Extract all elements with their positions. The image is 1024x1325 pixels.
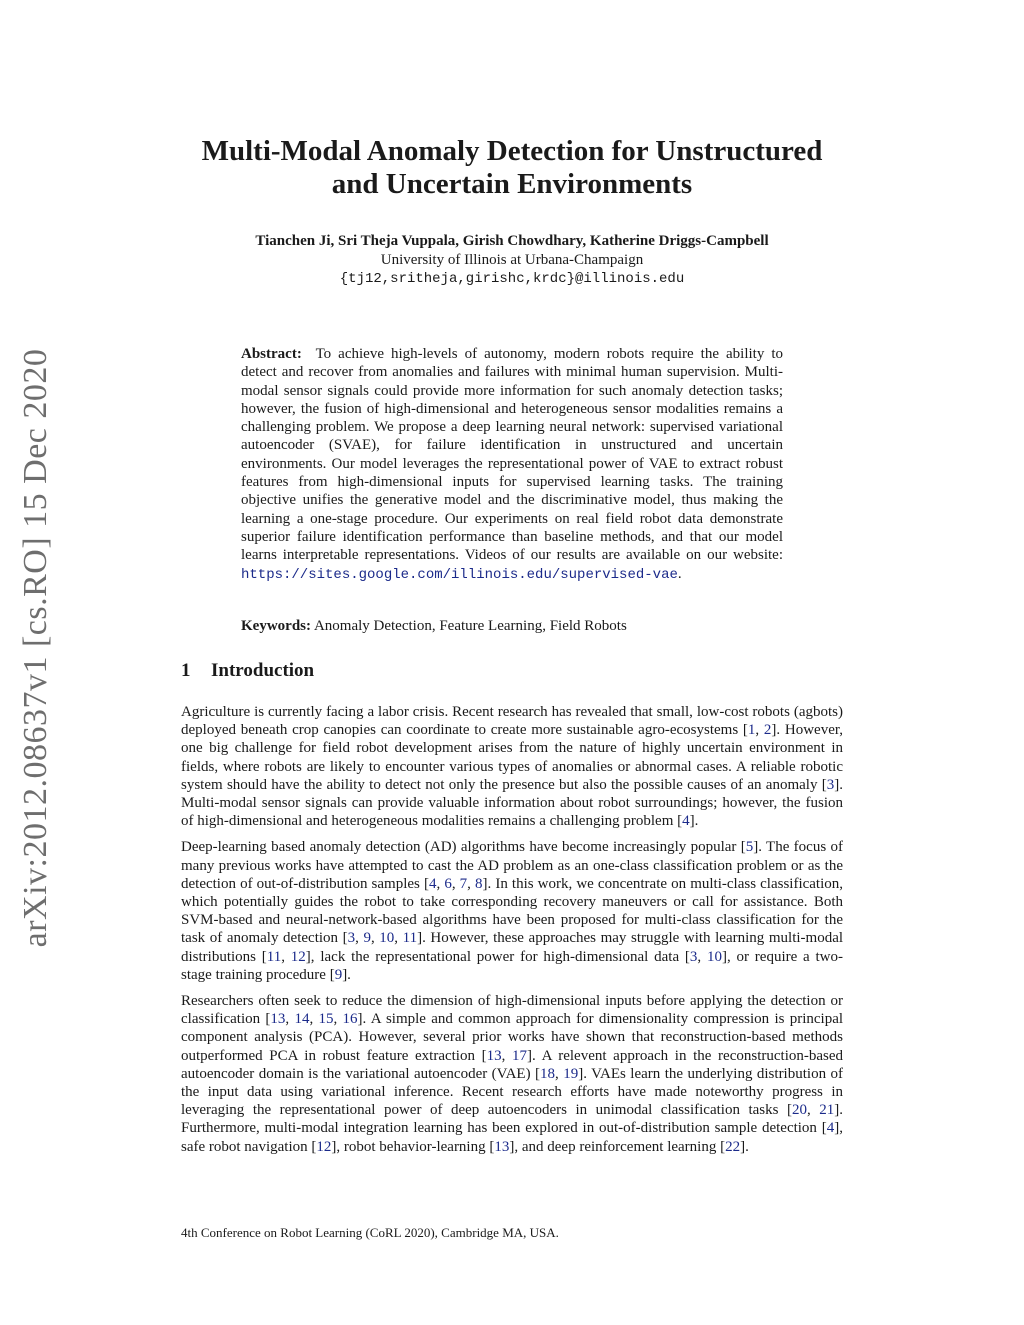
- citation-link[interactable]: 13: [486, 1047, 502, 1064]
- citation-link[interactable]: 3: [826, 776, 835, 793]
- text-run: ]. A relevent approach in the reconstruction-based autoencoder domain is the variational autoencoder (VAE) [: [181, 1047, 844, 1082]
- citation-link[interactable]: 19: [563, 1065, 579, 1082]
- section-number: 1: [181, 660, 191, 681]
- citation-link[interactable]: 11: [266, 948, 282, 965]
- abstract: [241, 345, 783, 584]
- text-run: ,: [467, 875, 475, 892]
- text-run: Agriculture is currently facing a labor crisis. Recent research has revealed that small, low-cost robots (agbots) deployed beneath crop canopies can coordinate to create more sustainable agro-ecosystems [: [181, 704, 843, 739]
- text-run: ].: [740, 1138, 749, 1155]
- abstract-text: To achieve high-levels of autonomy, modern robots require the ability to detect and recover from anomalies and failures with minimal human supervision. Multi-modal sensor signals could provide more information for such anomaly detection tasks; however, the fusion of high-dimensional and heterogeneous sensor modalities remains a challenging problem. We propose a deep learning neural network: supervised variational autoencoder (SVAE), for failure identification in unstructured and uncertain environments. Our model leverages the representational power of VAE to extract robust features from high-dimensional inputs for supervised learning tasks. The training objective unifies the generative model and the discriminative model, thus making the learning a one-stage procedure. Our experiments on real field robot data demonstrate superior failure identification performance than baseline methods, and that our model learns interpretable representations. Videos of our results are available on our website:: [241, 346, 783, 564]
- paragraph: [181, 703, 843, 830]
- text-run: ]. In this work, we concentrate on multi-class classification, which potentially guides the robot to take corresponding recovery maneuvers or call for assistance. Both SVM-based and neural-network-based algorithms have been proposed for multi-class classification for the task of anomaly detection [: [181, 875, 844, 947]
- citation-link[interactable]: 1: [747, 722, 756, 739]
- citation-link[interactable]: 9: [363, 930, 371, 947]
- title-line-2: and Uncertain Environments: [331, 168, 693, 200]
- abstract-end: .: [677, 565, 682, 582]
- text-run: ], and deep reinforcement learning [: [509, 1138, 726, 1155]
- title-line-1: Multi-Modal Anomaly Detection for Unstructured: [201, 135, 823, 167]
- citation-link[interactable]: 5: [745, 839, 754, 856]
- author-emails: {tj12,sritheja,girishc,krdc}@illinois.edu: [339, 271, 685, 287]
- text-run: ,: [451, 875, 460, 892]
- text-run: ,: [370, 930, 380, 947]
- citation-link[interactable]: 4: [682, 813, 690, 830]
- citation-link[interactable]: 4: [826, 1120, 835, 1137]
- citation-link[interactable]: 12: [290, 948, 306, 965]
- text-run: ,: [755, 722, 764, 739]
- citation-link[interactable]: 3: [347, 930, 356, 947]
- text-run: ,: [555, 1065, 564, 1082]
- section-heading-introduction: [181, 660, 314, 682]
- keywords: [241, 617, 783, 635]
- citation-link[interactable]: 13: [494, 1138, 510, 1155]
- text-run: ]. The focus of many previous works have attempted to cast the AD problem as an one-class classification problem or as the detection of out-of-distribution samples [: [181, 839, 843, 892]
- text-run: ,: [333, 1011, 343, 1028]
- text-run: ]. Furthermore, multi-modal integration learning has been explored in out-of-distribution sample detection [: [181, 1102, 843, 1137]
- text-run: ,: [309, 1011, 319, 1028]
- text-run: ,: [501, 1047, 513, 1064]
- conference-footnote: 4th Conference on Robot Learning (CoRL 2020), Cambridge MA, USA.: [181, 1225, 559, 1240]
- project-website-link[interactable]: https://sites.google.com/illinois.edu/supervised-vae: [241, 566, 678, 583]
- citation-link[interactable]: 12: [316, 1138, 332, 1155]
- text-run: ,: [281, 948, 291, 965]
- citation-link[interactable]: 17: [512, 1047, 528, 1064]
- text-run: ,: [806, 1102, 820, 1119]
- citation-link[interactable]: 14: [294, 1011, 310, 1028]
- citation-link[interactable]: 16: [342, 1011, 358, 1028]
- citation-link[interactable]: 8: [475, 875, 483, 892]
- citation-link[interactable]: 21: [819, 1102, 835, 1119]
- paragraph: [181, 992, 843, 1156]
- arxiv-identifier-text: arXiv:2012.08637v1 [cs.RO] 15 Dec 2020: [17, 348, 54, 948]
- text-run: ]. VAEs learn the underlying distribution of the input data using variational inference. Recent research efforts have made noteworthy progress in leveraging the representational power of deep autoencoders in unimodal classification tasks [: [181, 1065, 843, 1119]
- keywords-label: Keywords:: [241, 618, 311, 634]
- author-affiliation: University of Illinois at Urbana-Champaign: [380, 252, 644, 268]
- text-run: ,: [697, 948, 707, 965]
- author-names: Tianchen Ji, Sri Theja Vuppala, Girish Chowdhary, Katherine Driggs-Campbell: [255, 233, 769, 249]
- paragraph: [181, 838, 843, 984]
- citation-link[interactable]: 18: [540, 1065, 555, 1082]
- text-run: ]. However, one big challenge for field robot development arises from the nature of highly uncertain environment in fields, where robots are likely to encounter various types of anomalies or abnormal cases. A reliable robotic system should have the ability to detect not only the presence but also the possible causes of an anomaly [: [181, 722, 843, 793]
- text-run: ].: [342, 966, 351, 983]
- arxiv-identifier: [6, 348, 66, 948]
- keywords-text: Anomaly Detection, Feature Learning, Field Robots: [313, 618, 627, 634]
- text-run: ,: [394, 930, 403, 947]
- citation-link[interactable]: 10: [379, 930, 395, 947]
- text-run: ]. However, these approaches may struggle with learning multi-modal distributions [: [181, 930, 844, 965]
- citation-link[interactable]: 22: [725, 1138, 741, 1155]
- abstract-label: Abstract:: [241, 346, 302, 362]
- text-run: ,: [355, 930, 364, 947]
- citation-link[interactable]: 6: [444, 875, 452, 892]
- citation-link[interactable]: 11: [402, 930, 418, 947]
- citation-link[interactable]: 10: [706, 948, 722, 965]
- citation-link[interactable]: 9: [334, 966, 343, 983]
- text-run: ], safe robot navigation [: [181, 1120, 843, 1155]
- introduction-body: [181, 703, 843, 1164]
- text-run: ,: [285, 1011, 295, 1028]
- section-title: Introduction: [211, 660, 315, 681]
- citation-link[interactable]: 2: [763, 722, 772, 739]
- citation-link[interactable]: 7: [459, 875, 468, 892]
- text-run: Researchers often seek to reduce the dimension of high-dimensional inputs before applying the detection or classification [: [181, 993, 843, 1028]
- text-run: Deep-learning based anomaly detection (AD) algorithms have become increasingly popular [: [181, 839, 746, 856]
- text-run: ], or require a two-stage training procedure [: [181, 948, 844, 983]
- paper-title: [160, 135, 864, 201]
- author-block: [160, 232, 864, 289]
- text-run: ], robot behavior-learning [: [331, 1138, 495, 1155]
- text-run: ,: [436, 875, 445, 892]
- text-run: ], lack the representational power for high-dimensional data [: [305, 948, 690, 965]
- citation-link[interactable]: 13: [270, 1011, 286, 1028]
- text-run: ].: [689, 813, 699, 830]
- citation-link[interactable]: 3: [689, 948, 698, 965]
- citation-link[interactable]: 4: [428, 875, 437, 892]
- citation-link[interactable]: 20: [791, 1102, 807, 1119]
- text-run: ]. Multi-modal sensor signals can provide valuable information about robot surroundings; however, the fusion of high-dimensional and heterogeneous modalities remains a challenging problem [: [181, 776, 843, 830]
- citation-link[interactable]: 15: [318, 1011, 334, 1028]
- text-run: ]. A simple and common approach for dimensionality compression is principal component analysis (PCA). However, several prior works have shown that reconstruction-based methods outperformed PCA in robust feature extraction [: [181, 1011, 844, 1064]
